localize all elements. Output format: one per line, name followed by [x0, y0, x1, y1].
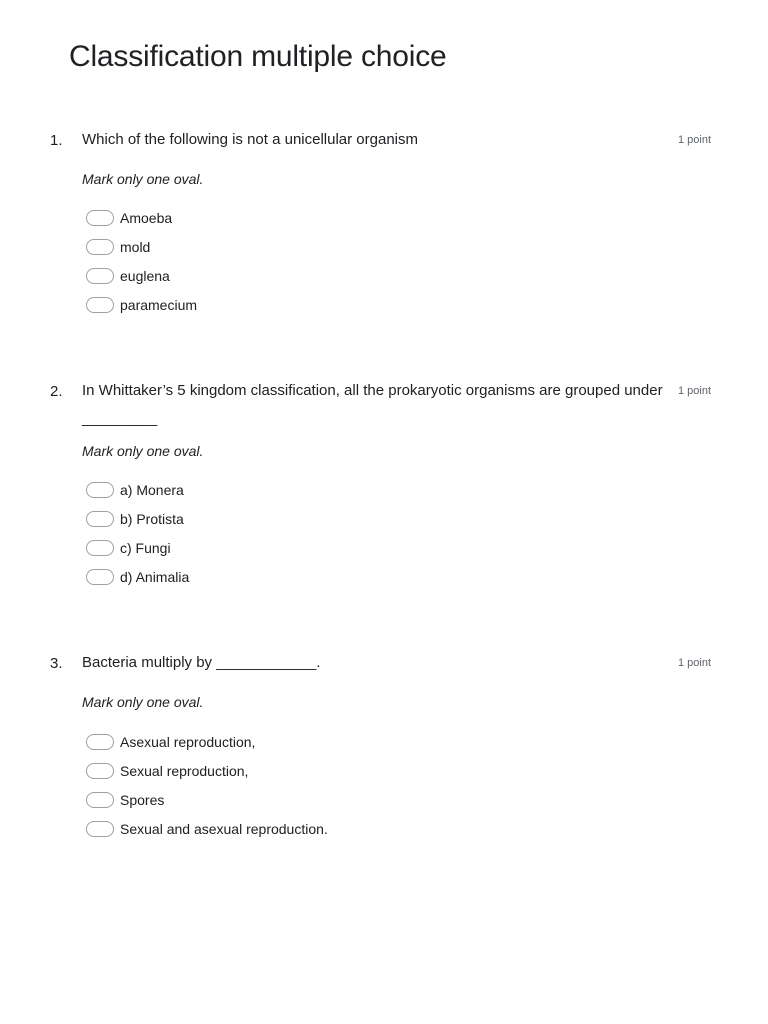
question-text: In Whittaker’s 5 kingdom classification, all the prokaryotic organisms are grouped under _________ [82, 382, 663, 427]
question-points: 1 point [678, 134, 712, 146]
radio-oval[interactable] [86, 511, 114, 527]
question-number: 2. [50, 383, 63, 400]
option-item[interactable] [86, 756, 328, 785]
radio-oval[interactable] [86, 297, 114, 313]
options-list [86, 475, 189, 591]
question-instruction: Mark only one oval. [82, 171, 204, 187]
option-item[interactable] [86, 504, 189, 533]
options-list [86, 203, 197, 319]
option-item[interactable] [86, 562, 189, 591]
option-item[interactable] [86, 290, 197, 319]
option-label: mold [120, 238, 151, 255]
radio-oval[interactable] [86, 210, 114, 226]
radio-oval[interactable] [86, 482, 114, 498]
option-label: euglena [120, 267, 170, 284]
radio-oval[interactable] [86, 239, 114, 255]
radio-oval[interactable] [86, 569, 114, 585]
option-item[interactable] [86, 203, 197, 232]
option-label: b) Protista [120, 510, 184, 527]
option-item[interactable] [86, 727, 328, 756]
question-text: Which of the following is not a unicellular organism [82, 131, 418, 148]
option-label: Sexual reproduction, [120, 762, 249, 779]
option-label: Spores [120, 791, 165, 808]
radio-oval[interactable] [86, 763, 114, 779]
question-number: 3. [50, 655, 63, 672]
question-instruction: Mark only one oval. [82, 443, 204, 459]
option-item[interactable] [86, 261, 197, 290]
radio-oval[interactable] [86, 792, 114, 808]
question-number: 1. [50, 132, 63, 149]
option-label: Amoeba [120, 209, 173, 226]
option-item[interactable] [86, 232, 197, 261]
question-points: 1 point [678, 385, 712, 397]
option-label: a) Monera [120, 481, 184, 498]
radio-oval[interactable] [86, 268, 114, 284]
option-item[interactable] [86, 814, 328, 843]
question-points: 1 point [678, 657, 712, 669]
form-title: Classification multiple choice [69, 40, 447, 73]
option-label: c) Fungi [120, 539, 171, 556]
option-label: paramecium [120, 296, 198, 313]
option-item[interactable] [86, 785, 328, 814]
option-label: d) Animalia [120, 568, 190, 585]
option-label: Asexual reproduction, [120, 733, 256, 750]
option-item[interactable] [86, 475, 189, 504]
question-text: Bacteria multiply by ____________. [82, 654, 321, 671]
option-item[interactable] [86, 533, 189, 562]
option-label: Sexual and asexual reproduction. [120, 820, 328, 837]
radio-oval[interactable] [86, 540, 114, 556]
radio-oval[interactable] [86, 821, 114, 837]
options-list [86, 727, 328, 843]
radio-oval[interactable] [86, 734, 114, 750]
question-instruction: Mark only one oval. [82, 694, 204, 710]
